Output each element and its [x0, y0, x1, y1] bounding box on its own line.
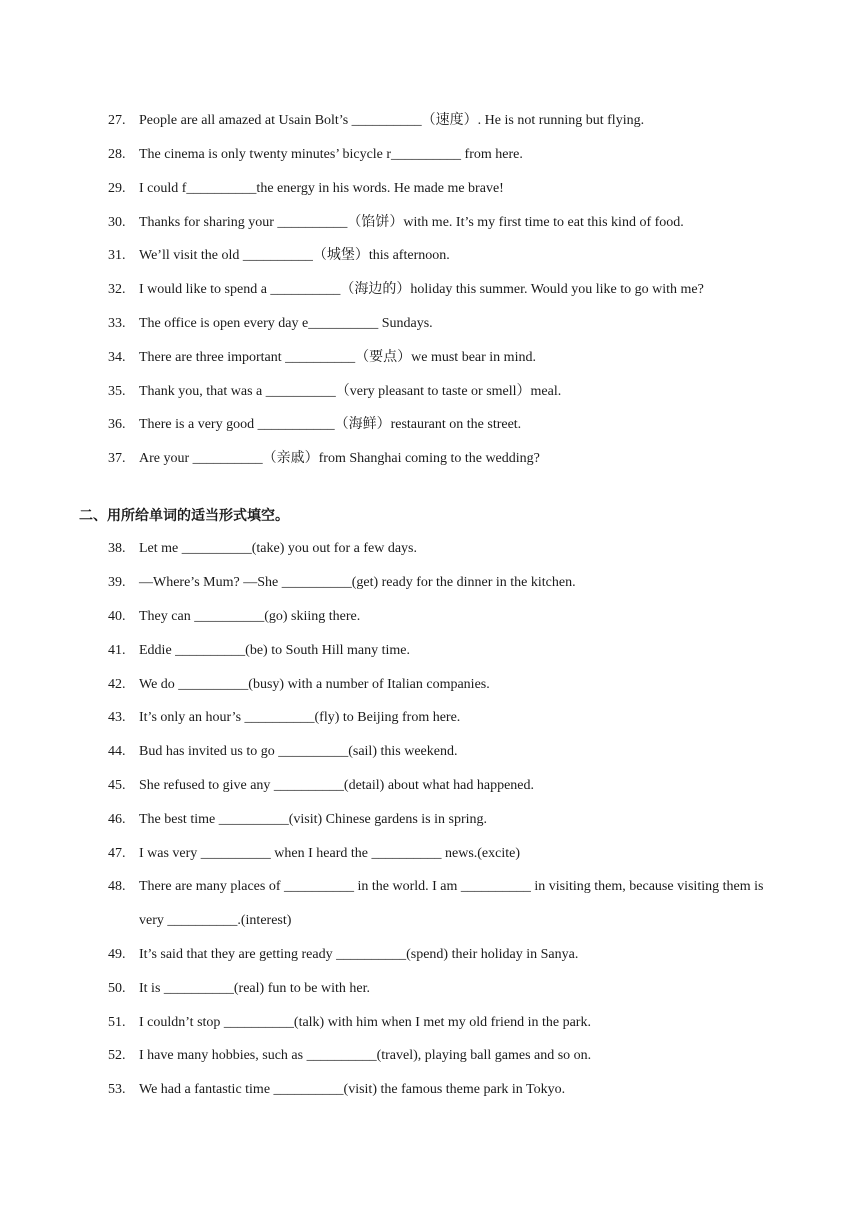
question-text: There are three important __________（要点）we must bear in mind.: [139, 350, 536, 365]
question-text: They can __________(go) skiing there.: [139, 609, 361, 624]
question-number: 48.: [108, 879, 126, 894]
question-29: [108, 172, 788, 206]
question-number: 52.: [108, 1048, 126, 1063]
question-text: We’ll visit the old __________（城堡）this afternoon.: [139, 248, 450, 263]
question-text: Bud has invited us to go __________(sail) this weekend.: [139, 744, 458, 759]
question-number: 38.: [108, 541, 126, 556]
question-text: I couldn’t stop __________(talk) with him when I met my old friend in the park.: [139, 1015, 591, 1030]
question-number: 39.: [108, 575, 126, 590]
question-text: There are many places of __________ in the world. I am __________ in visiting them, because visiting them is very __________.(interest): [139, 879, 764, 928]
section-heading: 二、用所给单词的适当形式填空。: [79, 508, 289, 524]
question-43: [108, 701, 788, 735]
question-text: Are your __________（亲戚）from Shanghai coming to the wedding?: [139, 451, 540, 466]
question-text: The office is open every day e__________ Sundays.: [139, 316, 433, 331]
question-text: Eddie __________(be) to South Hill many time.: [139, 643, 411, 658]
question-number: 36.: [108, 417, 126, 432]
question-text: It is __________(real) fun to be with her.: [139, 981, 370, 996]
question-number: 50.: [108, 981, 126, 996]
question-text: People are all amazed at Usain Bolt’s __________（速度）. He is not running but flying.: [139, 113, 645, 128]
question-number: 35.: [108, 384, 126, 399]
question-number: 46.: [108, 812, 126, 827]
question-number: 31.: [108, 248, 126, 263]
question-46: [108, 803, 788, 837]
question-text: We had a fantastic time __________(visit) the famous theme park in Tokyo.: [139, 1082, 566, 1097]
question-36: [108, 408, 788, 442]
question-text: It’s said that they are getting ready __________(spend) their holiday in Sanya.: [139, 947, 579, 962]
question-37: [108, 442, 788, 476]
question-text: Thank you, that was a __________（very pleasant to taste or smell）meal.: [139, 384, 562, 399]
question-text: She refused to give any __________(detail) about what had happened.: [139, 778, 535, 793]
question-number: 30.: [108, 215, 126, 230]
question-number: 27.: [108, 113, 126, 128]
question-text: We do __________(busy) with a number of Italian companies.: [139, 677, 490, 692]
question-number: 44.: [108, 744, 126, 759]
question-number: 51.: [108, 1015, 126, 1030]
question-text: There is a very good ___________（海鲜）restaurant on the street.: [139, 417, 522, 432]
question-28: [108, 138, 788, 172]
question-33: [108, 307, 788, 341]
question-number: 42.: [108, 677, 126, 692]
question-39: [108, 566, 788, 600]
question-number: 53.: [108, 1082, 126, 1097]
question-49: [108, 938, 788, 972]
question-text: Let me __________(take) you out for a few days.: [139, 541, 417, 556]
question-34: [108, 341, 788, 375]
question-31: [108, 239, 788, 273]
question-text: I was very __________ when I heard the __________ news.(excite): [139, 846, 521, 861]
question-35: [108, 375, 788, 409]
question-number: 28.: [108, 147, 126, 162]
question-52: [108, 1039, 788, 1073]
question-48: [108, 870, 778, 938]
question-text: —Where’s Mum? —She __________(get) ready for the dinner in the kitchen.: [139, 575, 576, 590]
question-47: [108, 837, 788, 871]
question-number: 40.: [108, 609, 126, 624]
question-30: [108, 206, 788, 240]
question-40: [108, 600, 788, 634]
question-50: [108, 972, 788, 1006]
question-text: I could f__________the energy in his words. He made me brave!: [139, 181, 504, 196]
question-number: 45.: [108, 778, 126, 793]
question-number: 29.: [108, 181, 126, 196]
question-53: [108, 1073, 788, 1107]
question-number: 43.: [108, 710, 126, 725]
question-text: Thanks for sharing your __________（馅饼）with me. It’s my first time to eat this kind of food.: [139, 215, 684, 230]
question-45: [108, 769, 788, 803]
question-51: [108, 1006, 788, 1040]
question-number: 37.: [108, 451, 126, 466]
question-32: [108, 273, 788, 307]
question-text: I would like to spend a __________（海边的）holiday this summer. Would you like to go with me?: [139, 282, 704, 297]
question-text: The best time __________(visit) Chinese gardens is in spring.: [139, 812, 488, 827]
question-42: [108, 668, 788, 702]
question-text: The cinema is only twenty minutes’ bicycle r__________ from here.: [139, 147, 523, 162]
question-number: 47.: [108, 846, 126, 861]
question-number: 41.: [108, 643, 126, 658]
question-number: 34.: [108, 350, 126, 365]
question-text: It’s only an hour’s __________(fly) to Beijing from here.: [139, 710, 461, 725]
question-41: [108, 634, 788, 668]
question-number: 49.: [108, 947, 126, 962]
question-44: [108, 735, 788, 769]
question-text: I have many hobbies, such as __________(travel), playing ball games and so on.: [139, 1048, 592, 1063]
question-27: [108, 104, 788, 138]
question-number: 32.: [108, 282, 126, 297]
question-38: [108, 532, 788, 566]
question-number: 33.: [108, 316, 126, 331]
